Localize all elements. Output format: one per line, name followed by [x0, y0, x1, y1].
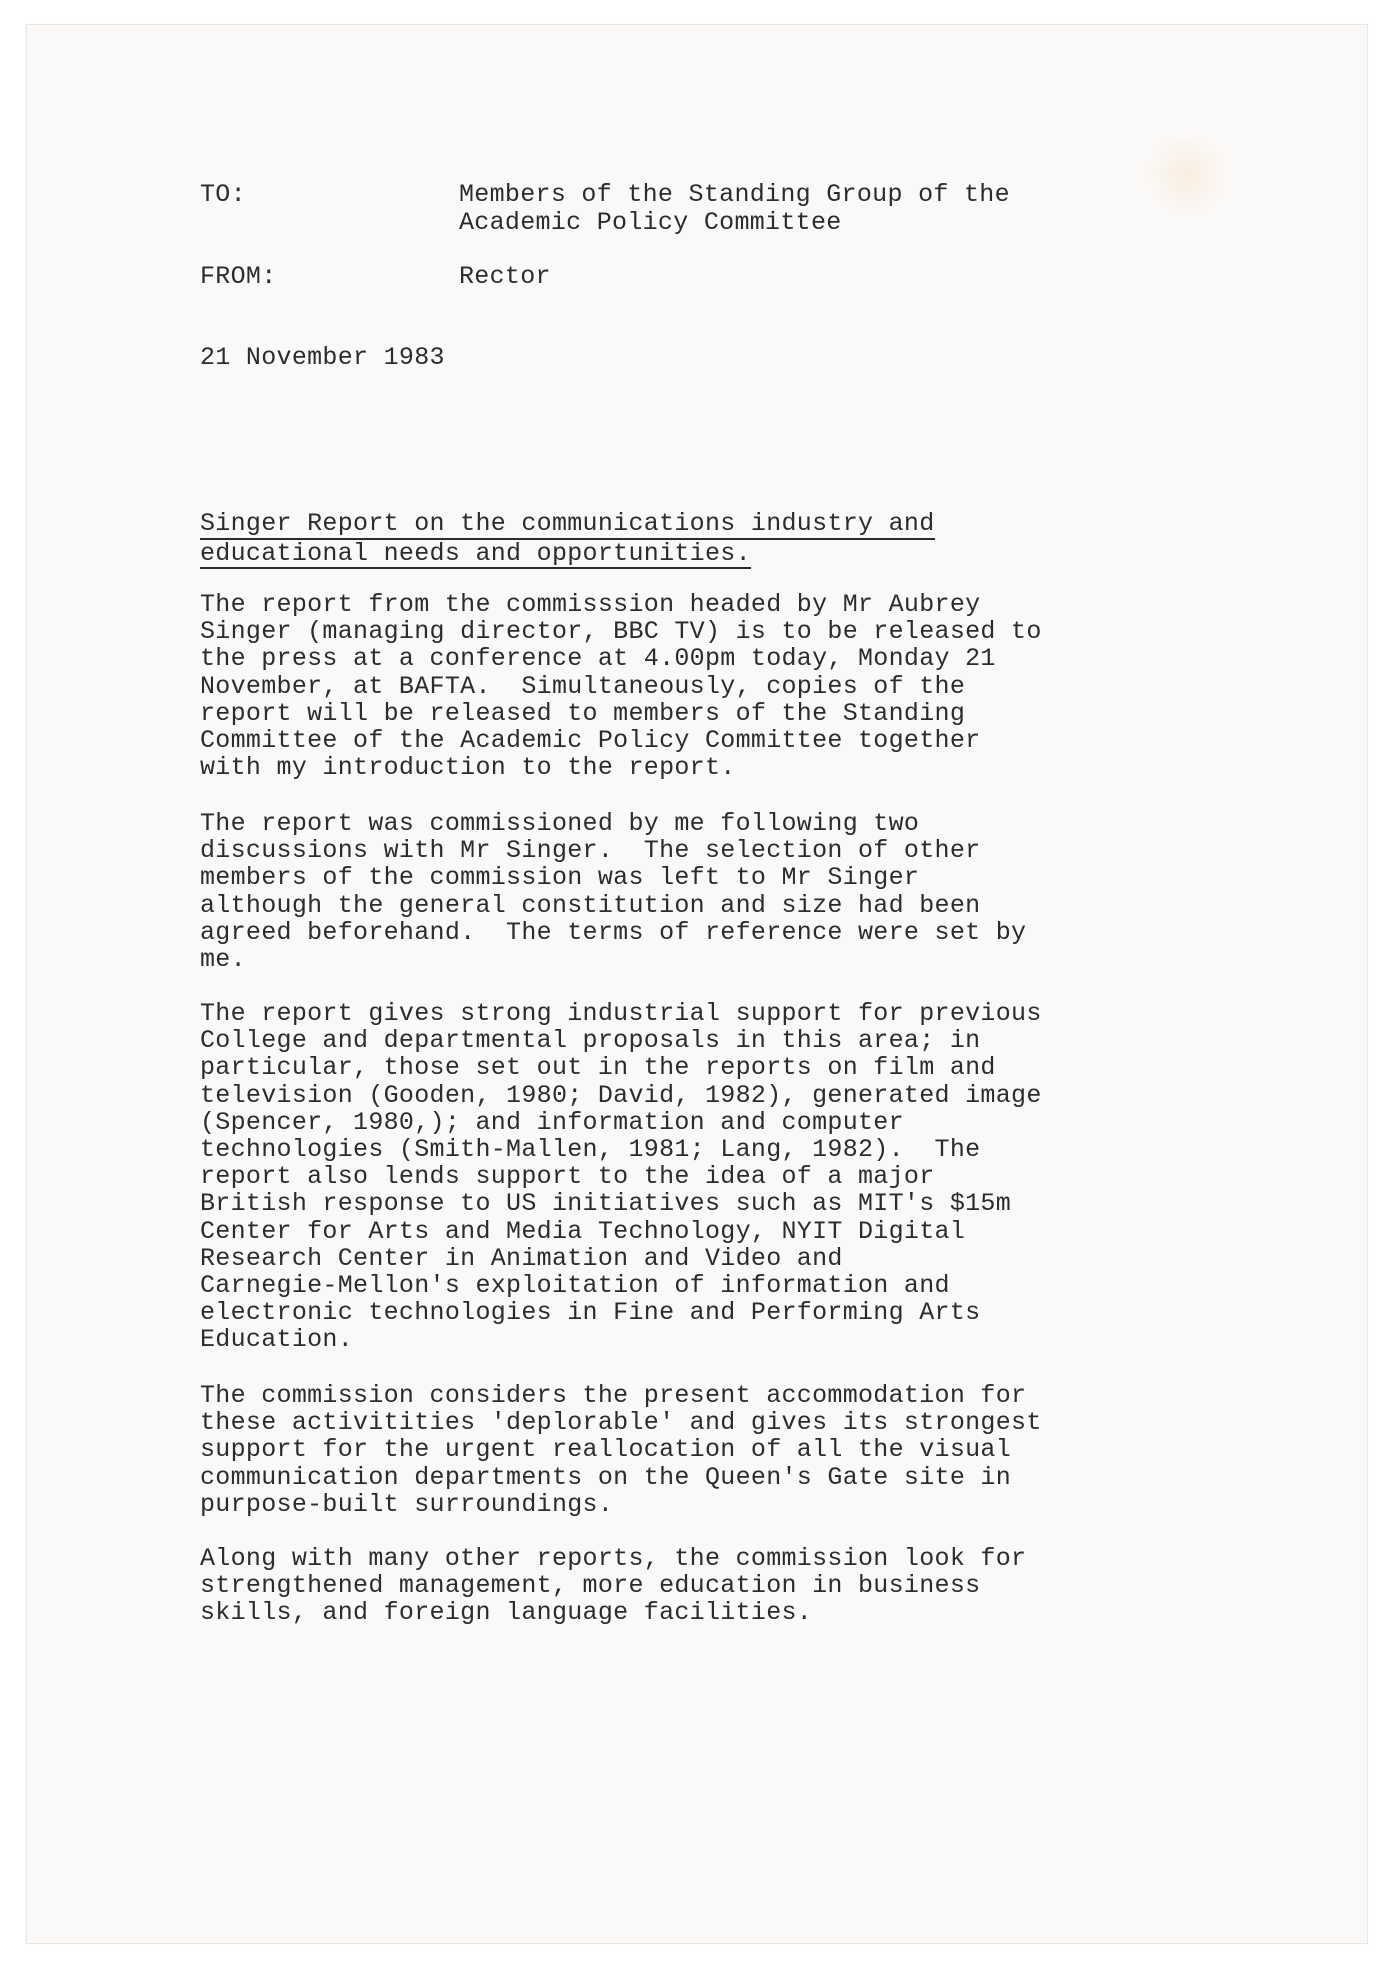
from-label: FROM:	[200, 262, 277, 291]
memo-subject	[200, 510, 935, 569]
paragraph-commission: The report was commissioned by me following two discussions with Mr Singer. The selection of other members of the commission was left to Mr Singer although the general constitution and size had been agreed beforehand. The terms of reference were set by me.	[200, 809, 1027, 975]
subject-line-1: Singer Report on the communications industry and	[200, 509, 935, 538]
to-label: TO:	[200, 180, 246, 209]
memo-date: 21 November 1983	[200, 343, 445, 372]
paragraph-accommodation: The commission considers the present accommodation for these activitities 'deplorable' and gives its strongest support for the urgent reallocation of all the visual communication departments on the Queen's Gate site in purpose-built surroundings.	[200, 1381, 1042, 1519]
paper-stain	[1147, 135, 1227, 215]
paragraph-support: The report gives strong industrial support for previous College and departmental proposals in this area; in particular, those set out in the reports on film and television (Gooden, 1980; David, 1982), generated image (Spencer, 1980,); and information and computer technologies (Smith-Mallen, 1981; Lang, 1982). The report also lends support to the idea of a major British response to US initiatives such as MIT's $15m Center for Arts and Media Technology, NYIT Digital Research Center in Animation and Video and Carnegie-Mellon's exploitation of information and electronic technologies in Fine and Performing Arts Education.	[200, 999, 1042, 1355]
to-recipients: Members of the Standing Group of the Academic Policy Committee	[459, 180, 1010, 237]
subject-line-2: educational needs and opportunities.	[200, 538, 751, 568]
paragraph-management: Along with many other reports, the commission look for strengthened management, more education in business skills, and foreign language facilities.	[200, 1544, 1027, 1628]
document-page	[26, 24, 1368, 1944]
from-sender: Rector	[459, 262, 551, 291]
paragraph-release: The report from the commisssion headed by Mr Aubrey Singer (managing director, BBC TV) is to be released to the press at a conference at 4.00pm today, Monday 21 November, at BAFTA. Simultaneously, copies of the report will be released to members of the Standing Committee of the Academic Policy Committee together with my introduction to the report.	[200, 590, 1042, 783]
